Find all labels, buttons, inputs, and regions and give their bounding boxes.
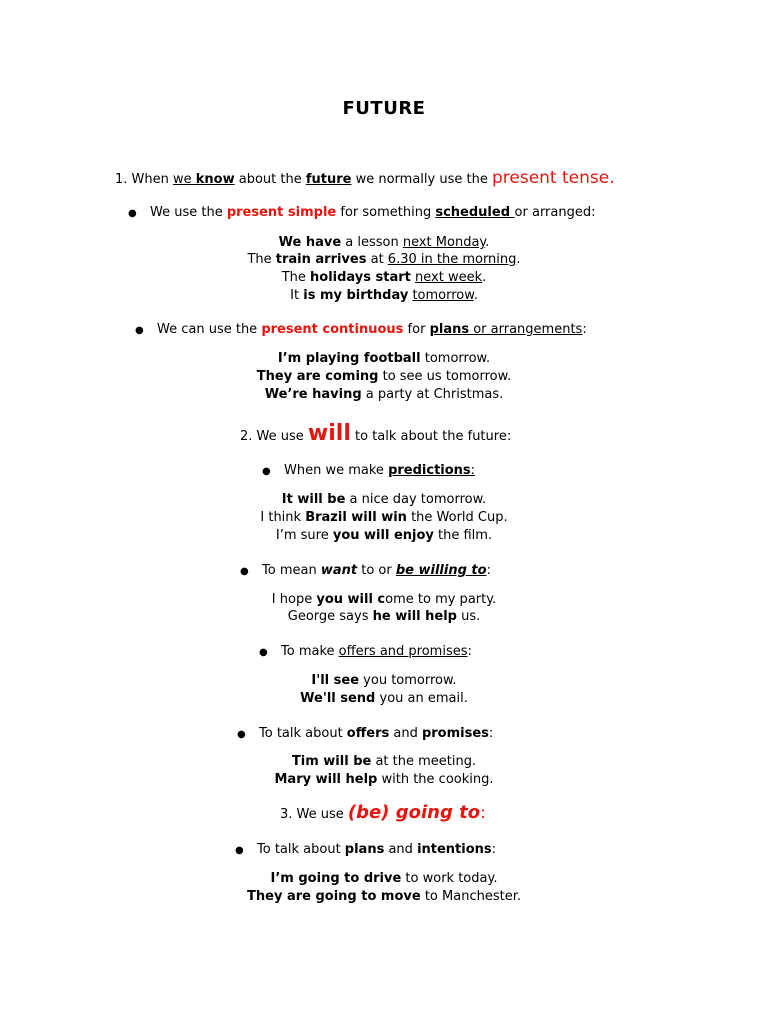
bullet-plans-intentions: ● To talk about plans and intentions: <box>235 842 497 857</box>
bullet-offers-promises: ● To make offers and promises: <box>259 644 472 659</box>
example-line: It will be a nice day tomorrow. <box>281 492 487 507</box>
example-line: They are coming to see us tomorrow. <box>256 369 512 384</box>
bullet-present-continuous: ● We can use the present continuous for plans or arrangements: <box>135 322 587 337</box>
example-line: I hope you will come to my party. <box>271 592 497 607</box>
example-line: I’m playing football tomorrow. <box>277 351 491 366</box>
example-line: They are going to move to Manchester. <box>247 889 521 904</box>
example-line: The holidays start next week. <box>281 270 487 285</box>
bullet-present-simple: ● We use the present simple for something scheduled or arranged: <box>128 205 596 220</box>
page-title: FUTURE <box>342 98 426 119</box>
section-3-heading: 3. We use (be) going to: <box>280 802 486 823</box>
bullet-predictions: ● When we make predictions: <box>262 463 476 478</box>
example-line: We have a lesson next Monday. <box>278 235 490 250</box>
example-line: The train arrives at 6.30 in the morning. <box>247 252 521 267</box>
bullet-talk-offers-promises: ● To talk about offers and promises: <box>237 726 494 741</box>
example-line: We'll send you an email. <box>300 691 468 706</box>
example-line: Tim will be at the meeting. <box>291 754 477 769</box>
example-line: I think Brazil will win the World Cup. <box>260 510 508 525</box>
section-2-heading: 2. We use will to talk about the future: <box>240 421 512 446</box>
example-line: It is my birthday tomorrow. <box>290 288 478 303</box>
section-1-heading: 1. When we know about the future we normally use the present tense. <box>115 168 615 188</box>
example-line: We’re having a party at Christmas. <box>264 387 504 402</box>
example-line: I'll see you tomorrow. <box>311 673 457 688</box>
example-line: I’m sure you will enjoy the film. <box>275 528 493 543</box>
example-line: I’m going to drive to work today. <box>270 871 498 886</box>
bullet-want-willing: ● To mean want to or be willing to: <box>240 563 491 578</box>
example-line: George says he will help us. <box>287 609 481 624</box>
example-line: Mary will help with the cooking. <box>274 772 494 787</box>
